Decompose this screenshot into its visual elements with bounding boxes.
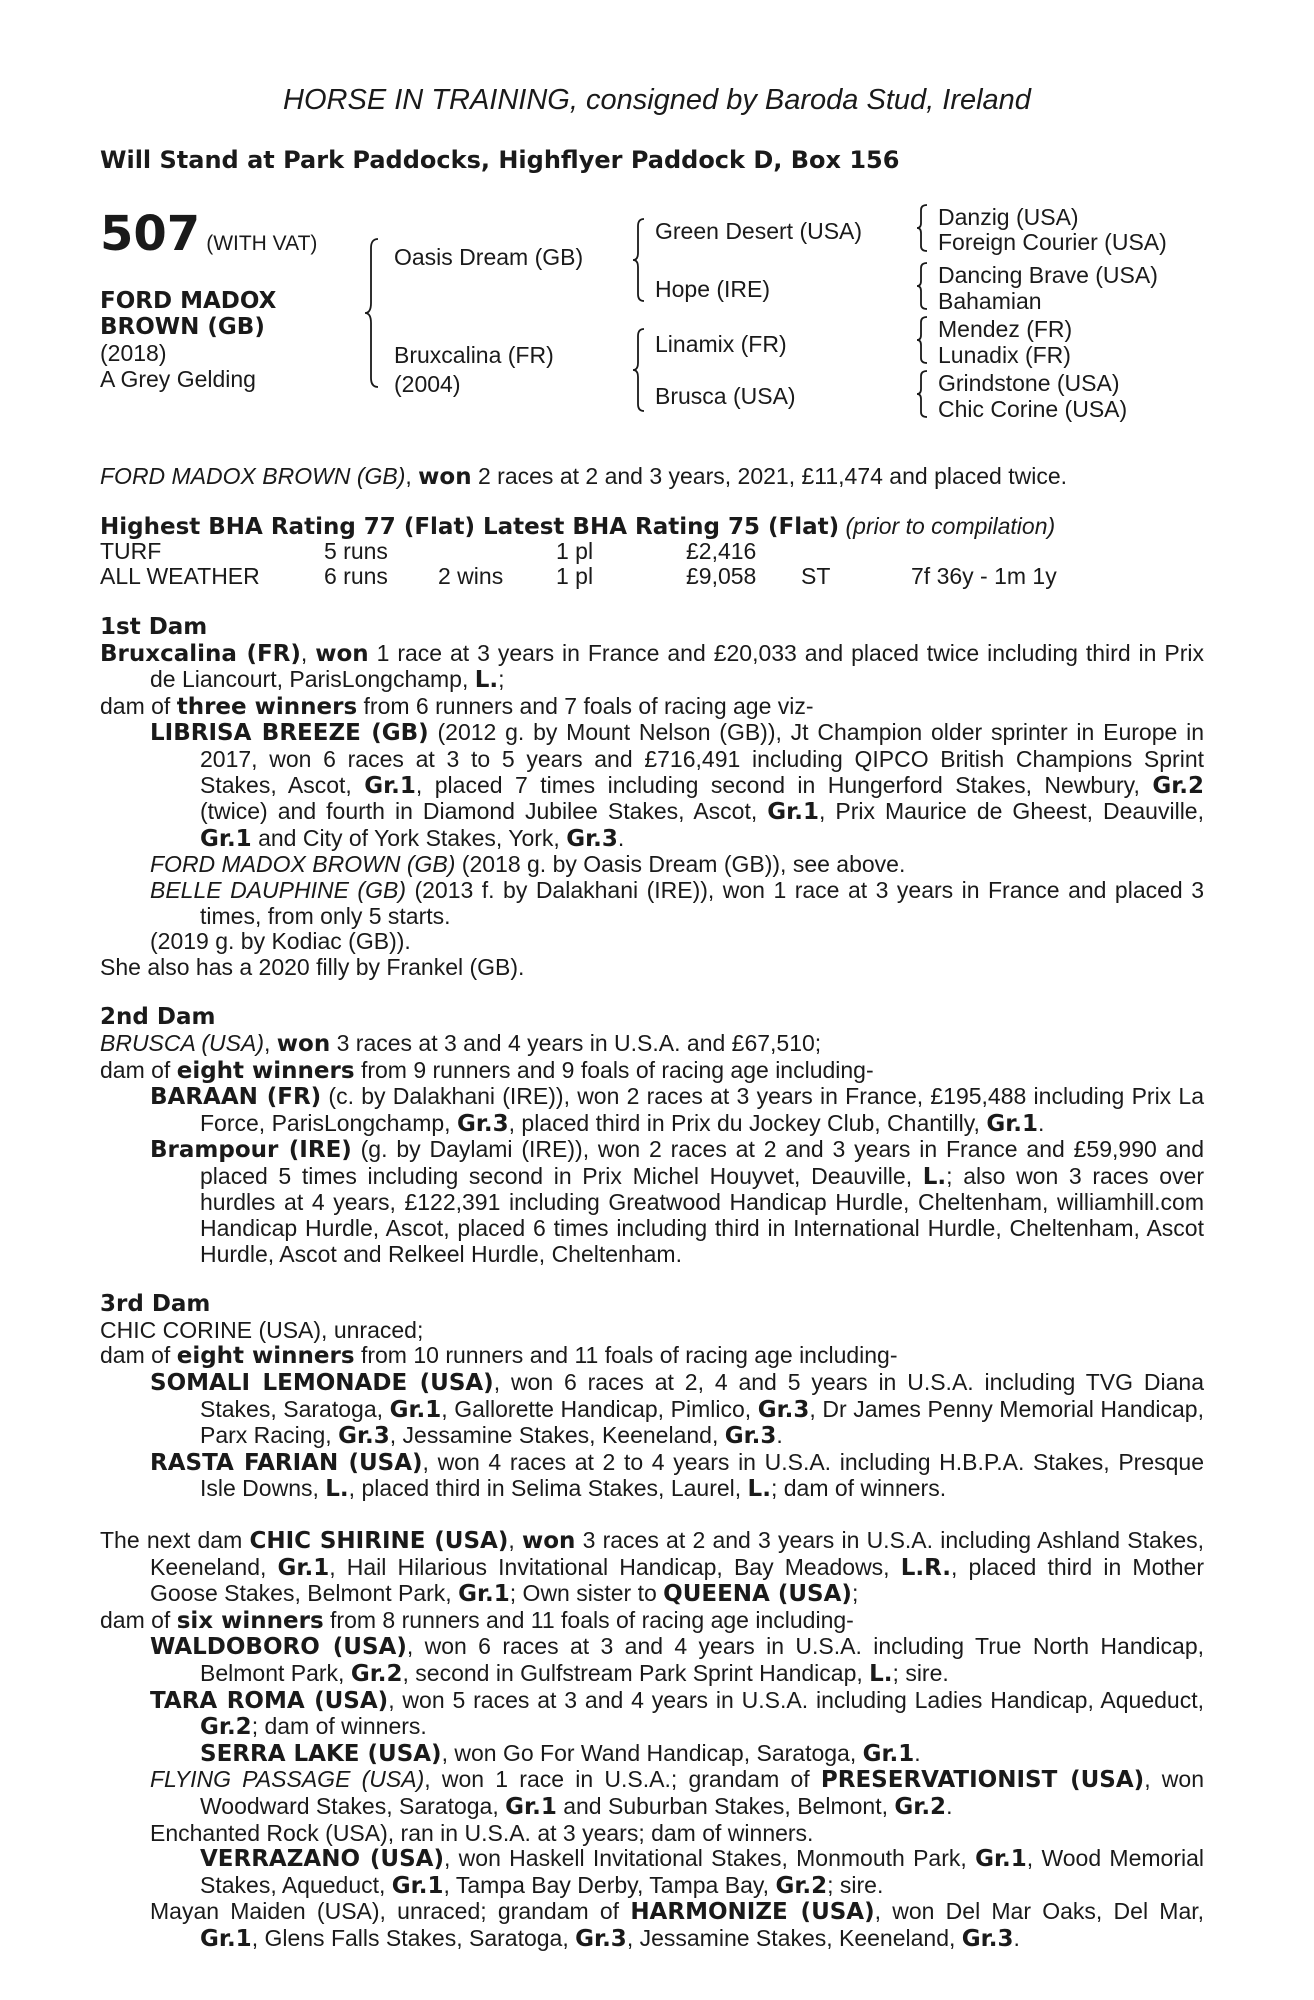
record-cell: 1 pl — [556, 538, 594, 564]
record-row-turf — [100, 539, 1057, 564]
pedigree-g6: Lunadix (FR) — [938, 342, 1071, 368]
race-summary: FORD MADOX BROWN (GB), won 2 races at 2 and 3 years, 2021, £11,474 and placed twice. — [100, 463, 1068, 490]
horse-info — [100, 288, 276, 392]
pedigree-sire-sire: Green Desert (USA) — [655, 218, 863, 244]
record-cell: TURF — [100, 538, 162, 564]
record-cell: ST — [801, 563, 831, 589]
record-cell: 2 wins — [438, 563, 504, 589]
pedigree-g7: Grindstone (USA) — [938, 370, 1120, 396]
stand-location: Will Stand at Park Paddocks, Highflyer Paddock D, Box 156 — [100, 146, 900, 174]
horse-name-line2: BROWN (GB) — [100, 314, 265, 340]
produce-entry: TARA ROMA (USA), won 5 races at 3 and 4 years in U.S.A. including Ladies Handicap, Aqueduct, Gr.2; dam of winners. — [150, 1686, 1204, 1741]
pedigree-dam-year: (2004) — [394, 371, 461, 397]
produce-entry: FLYING PASSAGE (USA), won 1 race in U.S.A.; grandam of PRESERVATIONIST (USA), won Woodward Stakes, Saratoga, Gr.1 and Suburban Stakes, Belmont, Gr.2. — [150, 1766, 1204, 1820]
racing-record-table — [100, 539, 1057, 589]
first-dam-record: Bruxcalina (FR), won 1 race at 3 years in France and £20,033 and placed twice including third in Prix de Liancourt, ParisLongchamp, L.; — [100, 639, 1204, 694]
pedigree-dam-sire: Linamix (FR) — [655, 331, 787, 357]
pedigree-brace-g4 — [916, 370, 928, 418]
pedigree-sire: Oasis Dream (GB) — [394, 244, 584, 270]
pedigree-g4: Bahamian — [938, 288, 1042, 314]
lot-block — [100, 206, 317, 262]
summary-text: 2 races at 2 and 3 years, 2021, £11,474 and placed twice. — [471, 463, 1068, 489]
produce-entry: BELLE DAUPHINE (GB) (2013 f. by Dalakhani (IRE)), won 1 race at 3 years in France and placed 3 times, from only 5 starts. — [150, 876, 1204, 929]
dam-name: Bruxcalina (FR) — [100, 640, 301, 667]
pedigree-g2: Foreign Courier (USA) — [938, 229, 1167, 255]
next-dam-record: The next dam CHIC SHIRINE (USA), won 3 races at 2 and 3 years in U.S.A. including Ashland Stakes, Keeneland, Gr.1, Hail Hilarious Invitational Handicap, Bay Meadows, L.R., placed third in Mother Goose Stakes, Belmont Park, Gr.1; Own sister to QUEENA (USA); — [100, 1527, 1204, 1608]
family-text — [100, 615, 1204, 1953]
produce-entry: RASTA FARIAN (USA), won 4 races at 2 to 4 years in U.S.A. including H.B.P.A. Stakes, Presque Isle Downs, L., placed third in Selima Stakes, Laurel, L.; dam of winners. — [150, 1448, 1204, 1503]
horse-name-line1: FORD MADOX — [100, 288, 277, 314]
page-title: HORSE IN TRAINING, consigned by Baroda Stud, Ireland — [283, 84, 1031, 116]
record-cell: £9,058 — [686, 563, 757, 589]
produce-entry: FORD MADOX BROWN (GB) (2018 g. by Oasis Dream (GB)), see above. — [150, 851, 906, 878]
summary-won: won — [418, 464, 472, 490]
pedigree-sire-dam: Hope (IRE) — [655, 276, 771, 302]
produce-entry: Brampour (IRE) (g. by Daylami (IRE)), won 2 races at 2 and 3 years in France and £59,990 and placed 5 times including second in Prix Michel Houyvet, Deauville, L.; also won 3 races over hurdles at 4 years, £122,391 including Greatwood Handicap Hurdle, Cheltenham, williamhill.com Handicap Hurdle, Ascot, placed 6 times including third in International Hurdle, Cheltenham, Ascot Hurdle, Ascot and Relkeel Hurdle, Cheltenham. — [150, 1136, 1204, 1267]
record-cell — [801, 539, 911, 564]
second-dam-heading: 2nd Dam — [100, 1004, 216, 1031]
third-dam-heading: 3rd Dam — [100, 1291, 211, 1318]
pedigree-brace-g2 — [916, 262, 928, 310]
pedigree-brace-dam — [632, 328, 646, 412]
pedigree-brace-g3 — [916, 316, 928, 364]
first-dam-heading: 1st Dam — [100, 614, 208, 640]
rating-note: (prior to compilation) — [845, 513, 1056, 539]
pedigree-g3: Dancing Brave (USA) — [938, 262, 1158, 288]
next-dam-produce-summary: dam of six winners from 8 runners and 11 foals of racing age including- — [100, 1606, 854, 1634]
third-dam-produce-summary: dam of eight winners from 10 runners and 11 foals of racing age including- — [100, 1342, 898, 1370]
lot-number: 507 — [100, 206, 201, 262]
pedigree-g5: Mendez (FR) — [938, 316, 1073, 342]
produce-note: She also has a 2020 filly by Frankel (GB). — [100, 953, 525, 980]
produce-entry: WALDOBORO (USA), won 6 races at 3 and 4 years in U.S.A. including True North Handicap, Belmont Park, Gr.2, second in Gulfstream Park Sprint Handicap, L.; sire. — [150, 1633, 1204, 1687]
third-dam-record: CHIC CORINE (USA), unraced; — [100, 1316, 424, 1343]
vat-note: (WITH VAT) — [206, 232, 318, 255]
record-row-all-weather — [100, 564, 1057, 589]
second-dam-record: BRUSCA (USA), won 3 races at 3 and 4 years in U.S.A. and £67,510; — [100, 1029, 822, 1057]
first-dam-produce-summary: dam of three winners from 6 runners and 7 foals of racing age viz- — [100, 692, 814, 720]
record-cell: ALL WEATHER — [100, 563, 260, 589]
rating-line — [100, 514, 1204, 541]
pedigree-g1: Danzig (USA) — [938, 204, 1079, 230]
pedigree-g8: Chic Corine (USA) — [938, 396, 1128, 422]
rating-text: Highest BHA Rating 77 (Flat) Latest BHA Rating 75 (Flat) — [100, 514, 840, 540]
produce-entry: SOMALI LEMONADE (USA), won 6 races at 2, 4 and 5 years in U.S.A. including TVG Diana Stakes, Saratoga, Gr.1, Gallorette Handicap, Pimlico, Gr.3, Dr James Penny Memorial Handicap, Parx Racing, Gr.3, Jessamine Stakes, Keeneland, Gr.3. — [150, 1369, 1204, 1450]
record-cell: 1 pl — [556, 563, 594, 589]
second-dam-produce-summary: dam of eight winners from 9 runners and 9 foals of racing age including- — [100, 1056, 874, 1084]
produce-entry: Enchanted Rock (USA), ran in U.S.A. at 3 years; dam of winners. — [150, 1819, 814, 1846]
horse-year: (2018) — [100, 340, 167, 366]
record-cell: 7f 36y - 1m 1y — [911, 563, 1057, 589]
horse-description: A Grey Gelding — [100, 366, 256, 392]
record-cell — [911, 539, 1057, 564]
pedigree-dam: Bruxcalina (FR) — [394, 342, 554, 368]
produce-entry: Mayan Maiden (USA), unraced; grandam of HARMONIZE (USA), won Del Mar Oaks, Del Mar, Gr.1, Glens Falls Stakes, Saratoga, Gr.3, Jessamine Stakes, Keeneland, Gr.3. — [150, 1898, 1205, 1952]
record-cell: 6 runs — [324, 563, 388, 589]
record-cell — [438, 539, 556, 564]
record-cell: 5 runs — [324, 538, 388, 564]
produce-entry: BARAAN (FR) (c. by Dalakhani (IRE)), won 2 races at 3 years in France, £195,488 including Prix La Force, ParisLongchamp, Gr.3, placed third in Prix du Jockey Club, Chantilly, Gr.1. — [150, 1083, 1204, 1137]
pedigree-brace-main — [364, 238, 380, 388]
record-cell: £2,416 — [686, 538, 757, 564]
produce-entry: (2019 g. by Kodiac (GB)). — [150, 928, 411, 955]
pedigree-brace-sire — [632, 218, 646, 302]
produce-entry: SERRA LAKE (USA), won Go For Wand Handicap, Saratoga, Gr.1. — [200, 1739, 921, 1767]
summary-horse-name: FORD MADOX BROWN (GB) — [100, 463, 406, 489]
pedigree-brace-g1 — [916, 204, 928, 252]
pedigree-dam-dam: Brusca (USA) — [655, 383, 796, 409]
produce-entry: LIBRISA BREEZE (GB) (2012 g. by Mount Nelson (GB)), Jt Champion older sprinter in Europe in 2017, won 6 races at 3 to 5 years and £716,491 including QIPCO British Champions Sprint Stakes, Ascot, Gr.1, placed 7 times including second in Hungerford Stakes, Newbury, Gr.2 (twice) and fourth in Diamond Jubilee Stakes, Ascot, Gr.1, Prix Maurice de Gheest, Deauville, Gr.1 and City of York Stakes, York, Gr.3. — [150, 719, 1204, 852]
produce-entry: VERRAZANO (USA), won Haskell Invitational Stakes, Monmouth Park, Gr.1, Wood Memorial Stakes, Aqueduct, Gr.1, Tampa Bay Derby, Tampa Bay, Gr.2; sire. — [200, 1845, 1204, 1899]
